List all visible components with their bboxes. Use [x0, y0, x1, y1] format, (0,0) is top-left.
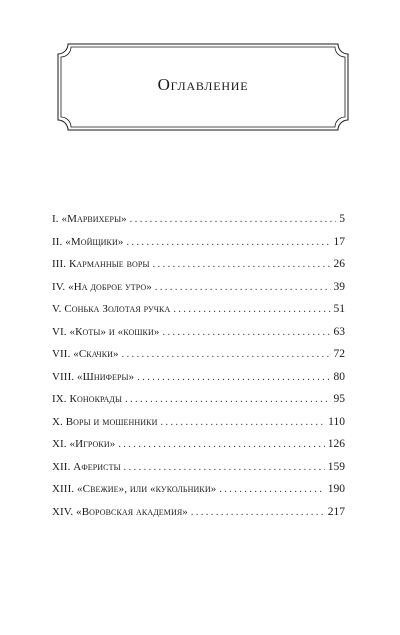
toc-page-number: 5 — [339, 213, 345, 225]
toc-entry[interactable] — [52, 258, 345, 281]
toc-entry-label: XI. «Игроки» — [52, 438, 116, 450]
toc-entry[interactable] — [52, 438, 345, 461]
toc-entry-label: VII. «Скачки» — [52, 348, 119, 360]
dot-leader — [124, 462, 325, 473]
toc-entry-label: II. «Мойщики» — [52, 235, 124, 248]
toc-entry[interactable] — [52, 213, 345, 236]
toc-page-number: 39 — [333, 280, 345, 293]
toc-page-number: 126 — [327, 438, 345, 450]
toc-entry-label: VIII. «Шниферы» — [52, 370, 135, 383]
dot-leader — [118, 439, 324, 450]
dot-leader — [126, 237, 330, 248]
dot-leader — [173, 304, 330, 315]
title-frame — [58, 44, 348, 130]
toc-entry[interactable] — [52, 506, 345, 529]
toc-page-number: 217 — [327, 505, 345, 518]
toc-entry-label: IX. Конокрады — [52, 393, 123, 405]
dot-leader — [219, 484, 324, 495]
toc-entry-label: IV. «На доброе утро» — [52, 280, 152, 293]
table-of-contents — [52, 213, 345, 528]
toc-page-number: 80 — [333, 370, 345, 383]
dot-leader — [137, 372, 330, 383]
toc-page-number: 95 — [333, 393, 345, 405]
toc-entry[interactable] — [52, 483, 345, 506]
toc-entry[interactable] — [52, 393, 345, 416]
toc-entry-label: V. Сонька Золотая ручка — [52, 303, 171, 315]
toc-entry-label: I. «Марвихеры» — [52, 213, 127, 225]
dot-leader — [153, 259, 331, 270]
dot-leader — [162, 327, 330, 338]
toc-entry[interactable] — [52, 461, 345, 484]
dot-leader — [191, 507, 325, 518]
toc-page-number: 110 — [328, 415, 345, 428]
toc-entry-label: XII. Аферисты — [52, 460, 121, 473]
toc-entry-label: X. Воры и мошенники — [52, 415, 158, 428]
toc-entry[interactable] — [52, 236, 345, 259]
dot-leader — [130, 214, 336, 225]
toc-page-number: 72 — [333, 348, 345, 360]
toc-entry-label: III. Карманные воры — [52, 258, 150, 270]
toc-entry[interactable] — [52, 281, 345, 304]
toc-page-number: 17 — [333, 235, 345, 248]
toc-entry-label: VI. «Коты» и «кошки» — [52, 325, 160, 338]
page-title: Оглавление — [157, 75, 249, 94]
toc-page-number: 159 — [327, 460, 345, 473]
toc-entry[interactable] — [52, 303, 345, 326]
toc-entry[interactable] — [52, 416, 345, 439]
toc-page-number: 26 — [333, 258, 345, 270]
toc-entry[interactable] — [52, 371, 345, 394]
dot-leader — [155, 282, 331, 293]
dot-leader — [160, 417, 325, 428]
toc-entry-label: XIV. «Воровская академия» — [52, 505, 188, 518]
toc-page-number: 63 — [333, 325, 345, 338]
toc-page-number: 51 — [333, 303, 345, 315]
dot-leader — [122, 349, 331, 360]
dot-leader — [125, 394, 330, 405]
toc-entry[interactable] — [52, 326, 345, 349]
toc-entry-label: XIII. «Свежие», или «кукольники» — [52, 483, 217, 495]
toc-entry[interactable] — [52, 348, 345, 371]
toc-page-number: 190 — [327, 483, 345, 495]
